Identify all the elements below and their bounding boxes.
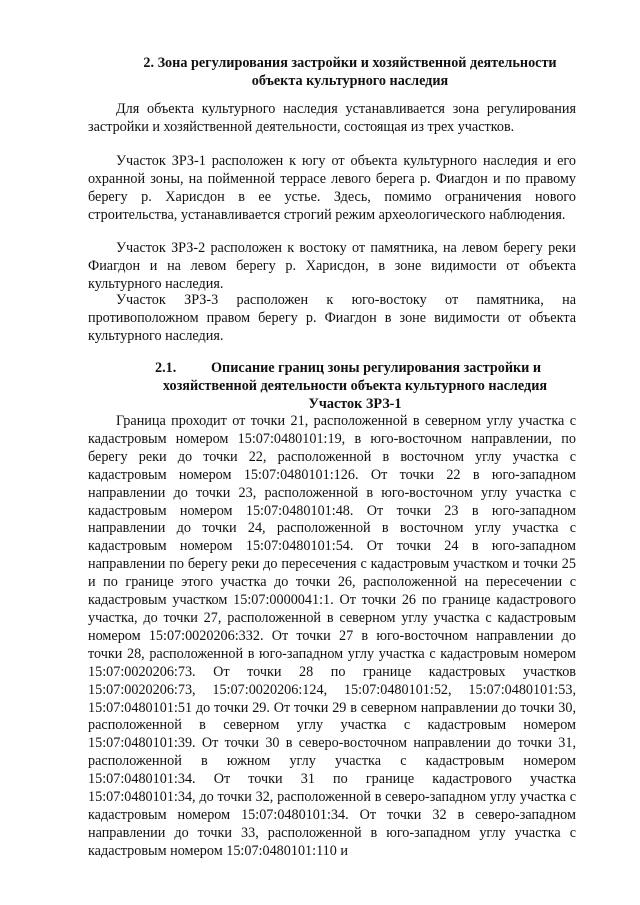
subsection-number: 2.1.	[155, 360, 177, 376]
subsection-heading-line-1	[155, 360, 585, 378]
paragraph-zrz3: Участок ЗРЗ-3 расположен к юго-востоку от памятника, на противоположном правом берегу р. Фиагдон в зоне видимости от объекта культурного наследия.	[88, 292, 576, 344]
paragraph-boundary-description: Граница проходит от точки 21, расположенной в северном углу участка с кадастровым номером 15:07:0480101:19, в юго-восточном направлении, по берегу реки до точки 22, расположенной в восточном углу участка с кадастровым номером 15:07:0480101:126. От точки 22 в юго-западном направлении до точки 23, расположенной в юго-восточном углу участка с кадастровым номером 15:07:0480101:48. От точки 23 в юго-западном направлении до точки 24, расположенной в восточном углу участка с кадастровым номером 15:07:0480101:54. От точки 24 в юго-западном направлении по берегу реки до пересечения с кадастровым участком и точки 25 и по границе этого участка до точки 26, расположенной на пересечении с кадастровым участком 15:07:0000041:1. От точки 26 по границе кадастрового участка, до точки 27, расположенной в северном углу участка с кадастровым номером 15:07:0020206:332. От точки 27 в юго-восточном направлении до точки 28, расположенной в юго-западном углу участка с кадастровым номером 15:07:0020206:73. От точки 28 по границе кадастровых участков 15:07:0020206:73, 15:07:0020206:124, 15:07:0480101:52, 15:07:0480101:53, 15:07:0480101:51 до точки 29. От точки 29 в северном направлении до точки 30, расположенной в северном углу участка с кадастровым номером 15:07:0480101:39. От точки 30 в северо-восточном направлении до точки 31, расположенной в южном углу участка с кадастровым номером 15:07:0480101:34. От точки 31 по границе кадастрового участка 15:07:0480101:34, до точки 32, расположенной в северо-западном углу участка с кадастровым номером 15:07:0480101:34. От точки 32 в северо-западном направлении до точки 33, расположенной в юго-западном углу участка с кадастровым номером 15:07:0480101:110 и	[88, 413, 576, 859]
subsection-title-line-1: Описание границ зоны регулирования застройки и	[211, 360, 542, 376]
section-heading-line-1: 2. Зона регулирования застройки и хозяйственной деятельности	[143, 55, 557, 71]
paragraph-zrz1: Участок ЗРЗ-1 расположен к югу от объекта культурного наследия и его охранной зоны, на пойменной террасе левого берега р. Фиагдон и по правому берегу р. Харисдон в ее устье. Здесь, помимо ограничения нового строительства, устанавливается строгий режим археологического наблюдения.	[88, 153, 576, 223]
section-heading-line-2: объекта культурного наследия	[251, 73, 449, 89]
subsection-title-line-3: Участок ЗРЗ-1	[308, 396, 402, 412]
paragraph-intro: Для объекта культурного наследия устанавливается зона регулирования застройки и хозяйственной деятельности, состоящая из трех участков.	[88, 101, 576, 135]
subsection-title-line-2: хозяйственной деятельности объекта культурного наследия	[162, 378, 548, 394]
paragraph-zrz2: Участок ЗРЗ-2 расположен к востоку от памятника, на левом берегу реки Фиагдон и на левом берегу р. Харисдон, в зоне видимости от объекта культурного наследия.	[88, 240, 576, 292]
